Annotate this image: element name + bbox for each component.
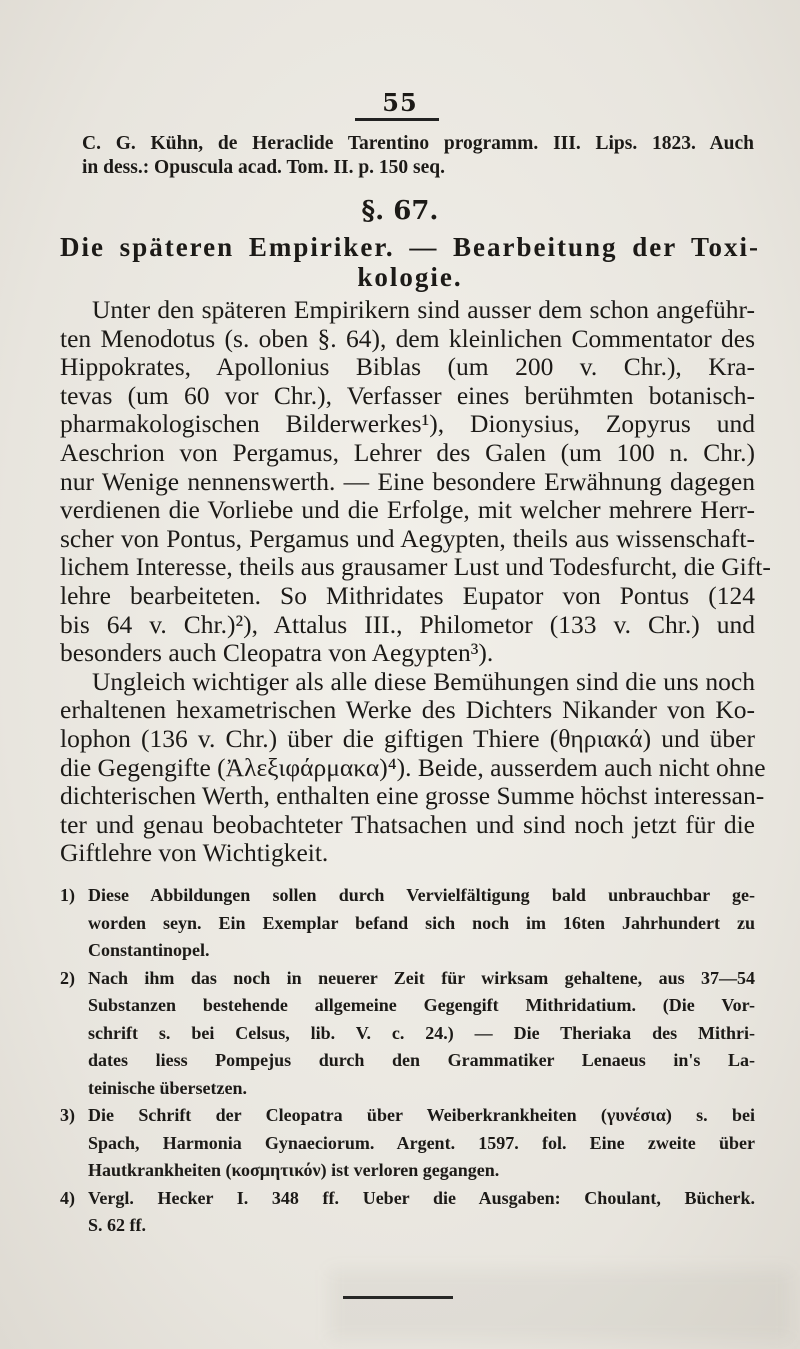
body-line: Aeschrion von Pergamus, Lehrer des Galen (um 100 n. Chr.) xyxy=(60,437,755,467)
section-title-line: kologie. xyxy=(357,262,463,292)
footnote-number: 1) xyxy=(60,885,75,905)
footnote-line: S. 62 ff. xyxy=(88,1215,146,1235)
body-line: nur Wenige nennenswerth. — Eine besondere Erwähnung dagegen xyxy=(60,466,755,496)
footnote-line: Hautkrankheiten (κοσμητικόν) ist verloren gegangen. xyxy=(88,1160,500,1180)
body-line: lehre bearbeiteten. So Mithridates Eupator von Pontus (124 xyxy=(60,580,755,610)
body-line: tevas (um 60 vor Chr.), Verfasser eines berühmten botanisch- xyxy=(60,380,755,410)
body-line: Unter den späteren Empirikern sind ausser dem schon angeführ- xyxy=(92,295,755,324)
body-line: pharmakologischen Bilderwerkes¹), Dionysius, Zopyrus und xyxy=(60,409,755,439)
footnote-number: 4) xyxy=(60,1187,75,1208)
body-text xyxy=(60,295,771,868)
section-number: §. 67. xyxy=(361,196,439,226)
body-line: ter und genau beobachteter Thatsachen und sind noch jetzt für die xyxy=(60,809,755,839)
body-line: dichterischen Werth, enthalten eine grosse Summe höchst interessan- xyxy=(60,781,765,811)
footnote-line: Substanzen bestehende allgemeine Gegengift Mithridatium. (Die Vor- xyxy=(88,995,755,1015)
footnote xyxy=(60,882,755,965)
body-line: lophon (136 v. Chr.) über die giftigen Thiere (θηριακά) und über xyxy=(60,723,755,753)
header-rule xyxy=(355,118,439,121)
reference-line: C. G. Kühn, de Heraclide Tarentino programm. III. Lips. 1823. Auch xyxy=(82,133,754,154)
body-line: erhaltenen hexametrischen Werke des Dichters Nikander von Ko- xyxy=(60,695,755,725)
footnote-line: worden seyn. Ein Exemplar befand sich noch im 16ten Jahrhundert zu xyxy=(88,912,755,933)
footnotes xyxy=(60,882,755,1240)
footnote-line: Die Schrift der Cleopatra über Weiberkrankheiten (γυνέσια) s. bei xyxy=(88,1105,755,1125)
body-line: Ungleich wichtiger als alle diese Bemühungen sind die uns noch xyxy=(92,666,755,696)
footnote xyxy=(60,1102,755,1185)
footnote-line: Diese Abbildungen sollen durch Vervielfältigung bald unbrauchbar ge- xyxy=(88,885,755,905)
footnote-number: 2) xyxy=(60,967,75,988)
body-line: Giftlehre von Wichtigkeit. xyxy=(60,838,329,868)
body-line: verdienen die Vorliebe und die Erfolge, mit welcher mehrere Herr- xyxy=(60,495,755,525)
footnote-number: 3) xyxy=(60,1105,75,1125)
bibliographic-reference xyxy=(82,132,754,180)
bleed-through-smudge xyxy=(330,1270,790,1340)
body-line: besonders auch Cleopatra von Aegypten³). xyxy=(60,638,494,668)
reference-line: in dess.: Opuscula acad. Tom. II. p. 150 seq. xyxy=(82,157,446,178)
section-title xyxy=(60,232,760,292)
footnote-line: Nach ihm das noch in neuerer Zeit für wirksam gehaltene, aus 37—54 xyxy=(88,967,755,988)
footnote-line: teinische übersetzen. xyxy=(88,1077,247,1098)
body-line: ten Menodotus (s. oben §. 64), dem kleinlichen Commentator des xyxy=(60,323,755,353)
body-line: die Gegengifte (Ἀλεξιφάρμακα)⁴). Beide, ausserdem auch nicht ohne xyxy=(60,752,766,782)
footnote-line: schrift s. bei Celsus, lib. V. c. 24.) — Die Theriaka des Mithri- xyxy=(88,1022,755,1043)
body-line: lichem Interesse, theils aus grausamer Lust und Todesfurcht, die Gift- xyxy=(60,552,771,582)
footnote-line: Constantinopel. xyxy=(88,940,210,960)
body-line: Hippokrates, Apollonius Biblas (um 200 v. Chr.), Kra- xyxy=(60,352,755,382)
footnote-line: Vergl. Hecker I. 348 ff. Ueber die Ausgaben: Choulant, Bücherk. xyxy=(88,1187,755,1208)
footnote xyxy=(60,965,755,1103)
footnote-line: dates liess Pompejus durch den Grammatiker Lenaeus in's La- xyxy=(88,1050,755,1070)
footnote xyxy=(60,1185,755,1240)
body-line: bis 64 v. Chr.)²), Attalus III., Philometor (133 v. Chr.) und xyxy=(60,609,755,639)
section-title-line: Die späteren Empiriker. — Bearbeitung der Toxi- xyxy=(60,232,760,262)
page-number: 55 xyxy=(382,88,418,117)
body-line: scher von Pontus, Pergamus und Aegypten, theils aus wissenschaft- xyxy=(60,523,755,553)
footnote-line: Spach, Harmonia Gynaeciorum. Argent. 1597. fol. Eine zweite über xyxy=(88,1132,755,1153)
